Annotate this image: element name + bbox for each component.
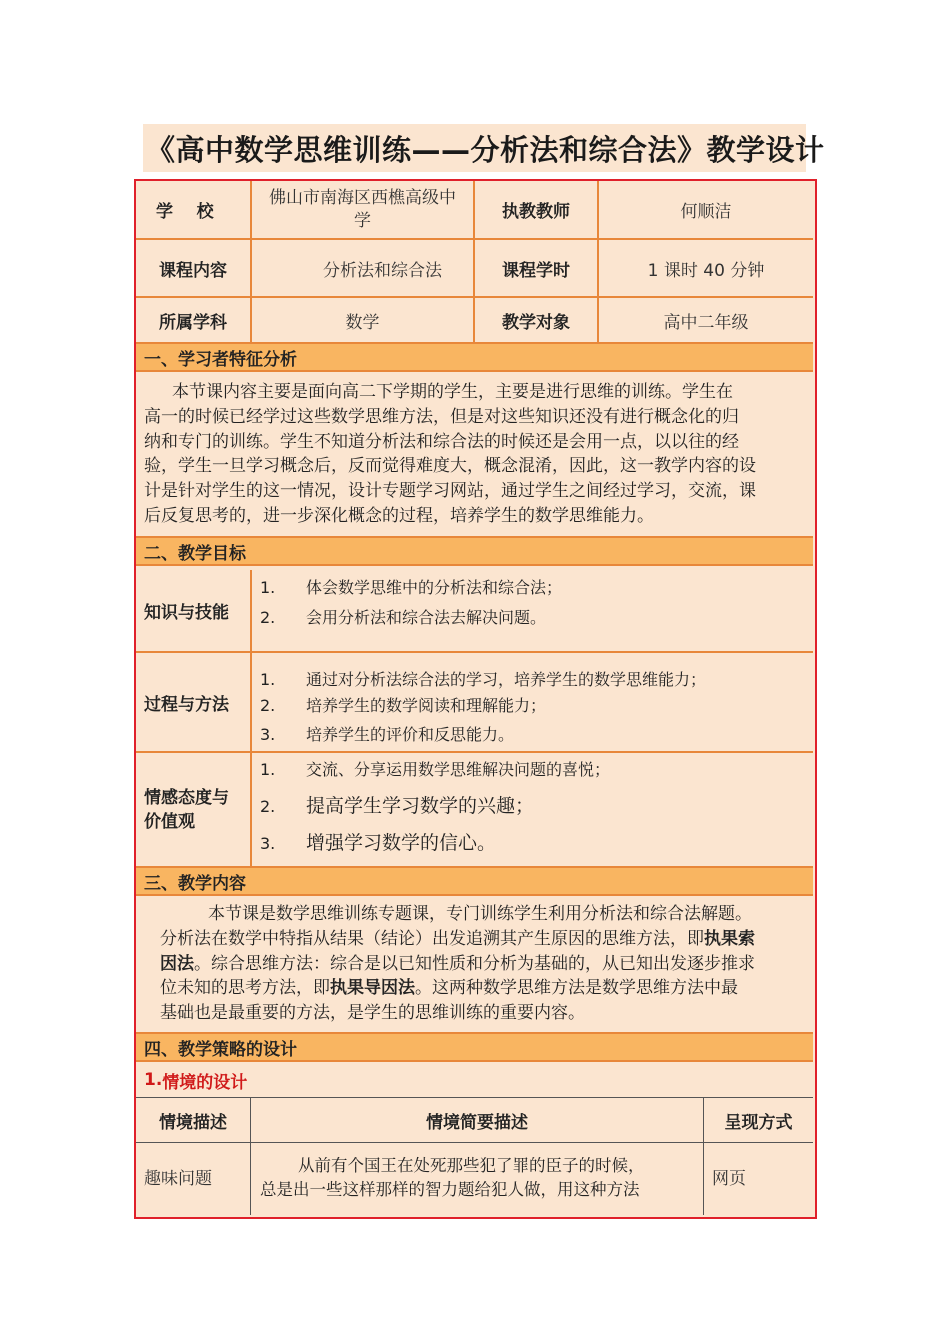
- section-teaching-strategy: 四、教学策略的设计: [136, 1032, 813, 1062]
- hours-label: 课程学时: [502, 260, 570, 281]
- list-item: 1. 体会数学思维中的分析法和综合法；: [260, 578, 563, 597]
- section-teaching-goals: 二、教学目标: [136, 536, 813, 566]
- school-value: 佛山市南海区西樵高级中学: [269, 187, 456, 231]
- school-label: 学 校: [156, 202, 214, 222]
- learner-analysis-text: 本节课内容主要是面向高二下学期的学生，主要是进行思维的训练。学生在 高一的时候已经学过这些数学思维方法，但是对这些知识还没有进行概念化的归 纳和专门的训练。学生不知道分析法和综合法的时候还是会用一点，以以往的经 验，学生一旦学习概念后，反而觉得难度大，概念混淆，因此，这一教学内容的设 计是针对学生的这一情况，设计专题学习网站，通过学生之间经过学习，交流，课 后反复思考的，进一步深化概念的过程，培养学生的数学思维能力。: [144, 382, 756, 526]
- list-item: 2. 会用分析法和综合法去解决问题。: [260, 608, 547, 627]
- list-item: 1. 通过对分析法综合法的学习，培养学生的数学思维能力；: [260, 670, 707, 689]
- attitude-values-label: 情感态度与 价值观: [144, 787, 229, 832]
- teacher-label: 执教教师: [502, 202, 570, 222]
- list-item: 2. 提高学生学习数学的兴趣；: [260, 795, 535, 817]
- presentation-mode: 网页: [712, 1168, 746, 1189]
- course-label: 课程内容: [159, 260, 227, 281]
- course-value: 分析法和综合法: [323, 260, 442, 281]
- target-label: 教学对象: [502, 312, 570, 333]
- subject-label: 所属学科: [159, 312, 227, 333]
- list-item: 2. 培养学生的数学阅读和理解能力；: [260, 696, 547, 715]
- list-item: 3. 培养学生的评价和反思能力。: [260, 725, 515, 744]
- hours-value: 1 课时 40 分钟: [647, 260, 765, 281]
- section-learner-analysis: 一、学习者特征分析: [136, 342, 813, 372]
- list-item: 1. 交流、分享运用数学思维解决问题的喜悦；: [260, 760, 611, 779]
- list-item: 3. 增强学习数学的信心。: [260, 832, 497, 854]
- situation-brief: 从前有个国王在处死那些犯了罪的臣子的时候， 总是出一些这样那样的智力题给犯人做，用这种方法: [260, 1156, 645, 1199]
- col-header-presentation: 呈现方式: [724, 1112, 793, 1133]
- teaching-content-text: 本节课是数学思维训练专题课，专门训练学生利用分析法和综合法解题。 分析法在数学中特指从结果（结论）出发追溯其产生原因的思维方法，即执果索 因法。综合思维方法：综合是以已知性质和分析为基础的，从已知出发逐步推求 位未知的思考方法，即执果导因法。这两种数学思维方法是数学思维方法中最 基础也是最重要的方法，是学生的思维训练的重要内容。: [160, 904, 755, 1024]
- knowledge-skills-label: 知识与技能: [144, 603, 229, 623]
- document-title: 《高中数学思维训练——分析法和综合法》教学设计: [146, 133, 825, 167]
- col-header-situation: 情境描述: [159, 1112, 227, 1133]
- section-teaching-content: 三、教学内容: [136, 866, 813, 896]
- subject-value: 数学: [345, 312, 380, 333]
- target-value: 高中二年级: [663, 312, 749, 333]
- situation-type: 趣味问题: [144, 1168, 212, 1189]
- col-header-brief: 情境简要描述: [426, 1112, 528, 1133]
- teacher-value: 何顺洁: [680, 202, 732, 222]
- situation-design-heading: 1. 情境的设计: [144, 1070, 248, 1093]
- grid-line: [250, 570, 252, 866]
- process-methods-label: 过程与方法: [144, 694, 229, 715]
